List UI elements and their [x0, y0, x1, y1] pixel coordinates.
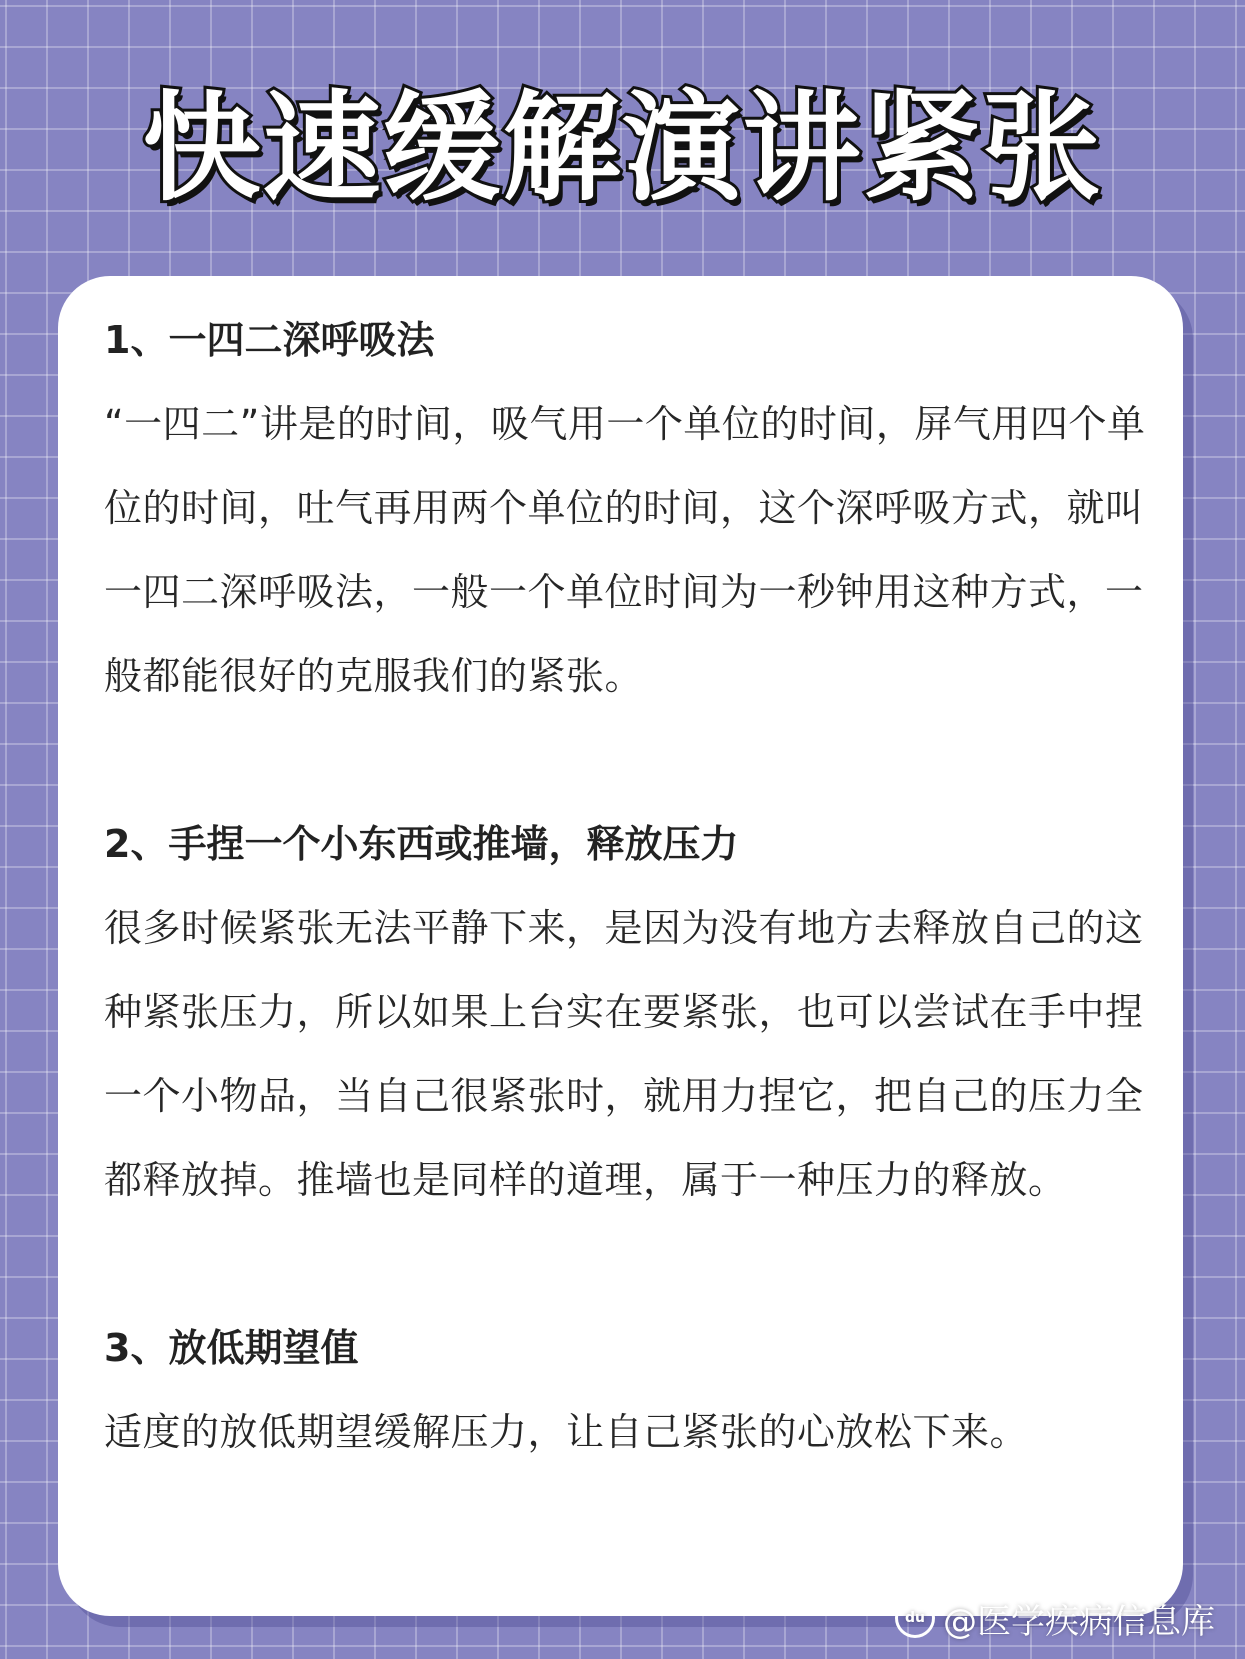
- section-heading: 2、手捏一个小东西或推墙，释放压力: [104, 822, 739, 866]
- section-body: “一四二”讲是的时间，吸气用一个单位的时间，屏气用四个单位的时间，吐气再用两个单位的时间，这个深呼吸方式，就叫一四二深呼吸法，一般一个单位时间为一秒钟用这种方式，一般都能很好的克服我们的紧张。: [104, 402, 1146, 698]
- content-card: [58, 276, 1183, 1616]
- section-body: 适度的放低期望缓解压力，让自己紧张的心放松下来。: [104, 1410, 1029, 1454]
- section-2: [104, 802, 1154, 1222]
- page-title: 快速缓解演讲紧张: [142, 79, 1103, 217]
- watermark-text: @医学疾病信息库: [943, 1601, 1215, 1642]
- section-body: 很多时候紧张无法平静下来，是因为没有地方去释放自己的这种紧张压力，所以如果上台实在要紧张，也可以尝试在手中捏一个小物品，当自己很紧张时，就用力捏它，把自己的压力全都释放掉。推墙也是同样的道理，属于一种压力的释放。: [104, 906, 1144, 1202]
- paw-logo-icon: du: [895, 1598, 935, 1638]
- section-3: [104, 1306, 1154, 1474]
- watermark: [895, 1590, 1215, 1646]
- section-heading: 1、一四二深呼吸法: [104, 318, 435, 362]
- section-1: [104, 298, 1154, 718]
- section-heading: 3、放低期望值: [104, 1326, 359, 1370]
- card-content: [104, 298, 1154, 1474]
